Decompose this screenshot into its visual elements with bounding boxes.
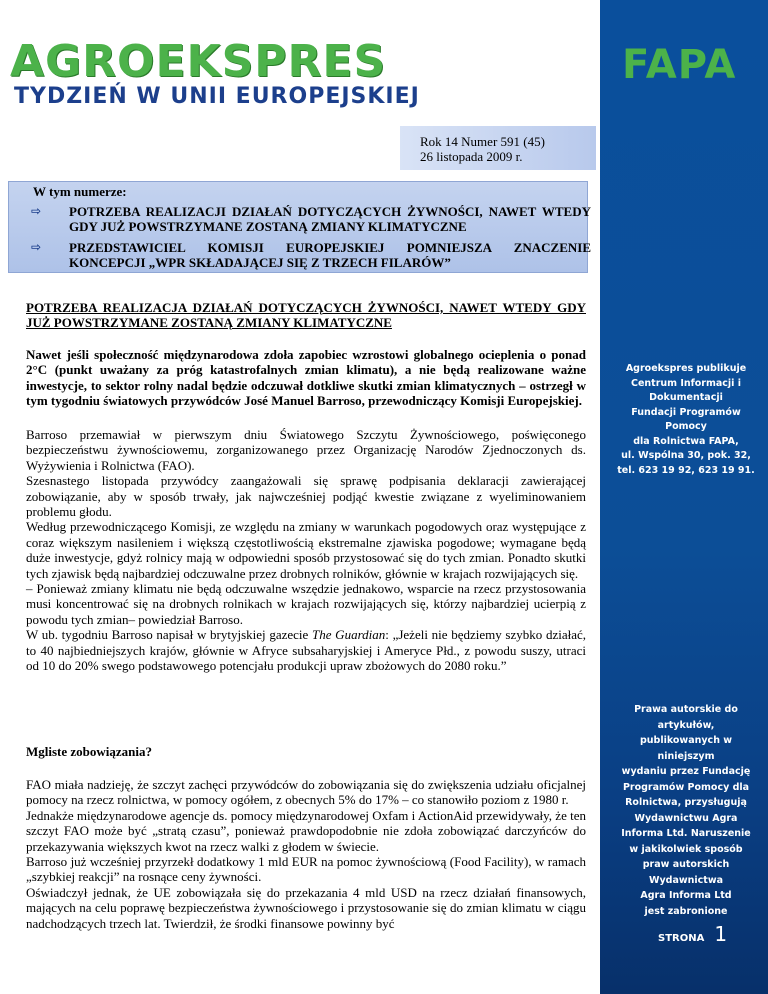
paragraph: Szesnastego listopada przywódcy zaangażowali się sprawę podpisania deklaracji zawierającej zobowiązanie, aby w sposób trwały, jak najwcześniej podjąć kwestie związane z wyeliminowaniem problemu głodu.: [26, 473, 586, 520]
info-line: tel. 623 19 92, 623 19 91.: [617, 464, 755, 476]
paragraph-text: : „Jeżeli nie będziemy szybko działać, to 40 najbiedniejszych krajów, głównie w Afryce subsaharyjskiej i Ameryce Płd., z powodu suszy, utraci od 10 do 20% swego podstawowego potencjału produkcji upraw zbożowych do 2080 roku.”: [26, 627, 586, 674]
copyright-notice: [612, 702, 760, 919]
newspaper-name: The Guardian: [311, 627, 386, 643]
copyright-line: Programów Pomocy dla: [622, 781, 750, 793]
issue-box: [400, 126, 596, 170]
article-lead: Nawet jeśli społeczność międzynarodowa zdoła zapobiec wzrostowi globalnego ocieplenia o ponad 2°C (punkt uważany za próg katastrofalnych zmian klimatu), a nie będą realizowane ważne inwestycje, to sektor rolny nadal będzie odczuwał dotkliwe skutki zmian klimatycznych – ostrzegł w tym tygodniu światowych przywódców José Manuel Barroso, przewodniczący Komisji Europejskiej.: [26, 347, 586, 409]
copyright-line: Rolnictwa, przysługują: [625, 797, 747, 808]
section-subheading: Mgliste zobowiązania?: [26, 744, 153, 759]
copyright-line: Agra Informa Ltd: [640, 890, 732, 901]
paragraph: [26, 627, 586, 673]
info-line: Fundacji Programów Pomocy: [631, 406, 741, 432]
info-line: ul. Wspólna 30, pok. 32,: [621, 450, 751, 461]
arrow-right-icon: ⇨: [31, 204, 42, 218]
copyright-line: jest zabronione: [644, 905, 728, 917]
copyright-line: publikowanych w niniejszym: [639, 735, 733, 762]
paragraph: Według przewodniczącego Komisji, ze względu na zmiany w warunkach pogodowych oraz występujące z coraz większym nasileniem i większą częstotliwością ekstremalne zjawiska pogodowe; wymagane będą duże inwestycje, gdyż rolnicy mają w odpowiedni sposób przystosować się do tych zmian. Ponadto skutki tych zjawisk będą najbardziej odczuwalne przez drobnych rolników, głównie w krajach rozwijających się.: [26, 519, 586, 581]
toc-item-label: POTRZEBA REALIZACJI DZIAŁAŃ DOTYCZĄCYCH ŻYWNOŚCI, NAWET WTEDY GDY JUŻ POWSTRZYMANE ZOSTANĄ ZMIANY KLIMATYCZNE: [69, 204, 591, 234]
agroekspres-logo: AGROEKSPRES: [10, 36, 387, 87]
copyright-line: Wydawnictwu Agra: [634, 812, 738, 824]
info-line: Agroekspres publikuje: [625, 363, 747, 374]
copyright-line: w jakikolwiek sposób: [629, 843, 743, 855]
issue-number: Rok 14 Numer 591 (45): [420, 134, 545, 149]
paragraph: Barroso już wcześniej przyrzekł dodatkowy 1 mld EUR na pomoc żywnościową (Food Facility), w ramach „szybkiej reakcji” na rosnące ceny żywności.: [26, 854, 586, 885]
copyright-line: Prawa autorskie do artykułów,: [634, 704, 738, 731]
paragraph-text: W ub. tygodniu Barroso napisał w brytyjskiej gazecie: [26, 627, 312, 643]
paragraph: Oświadczył jednak, że UE zobowiązała się do przekazania 4 mld USD na rzecz działań finansowych, mających na celu poprawę bezpieczeństwa żywnościowego i przystosowanie się do zmian klimatu w ciągu nadchodzących trzech lat. Twierdził, że środki finansowe powinny być: [26, 884, 586, 931]
page-number: 1: [714, 922, 728, 946]
logo-subtitle: TYDZIEŃ W UNII EUROPEJSKIEJ: [14, 84, 420, 109]
page-label: STRONA: [658, 933, 705, 944]
paragraph: FAO miała nadzieję, że szczyt zachęci przywódców do zobowiązania się do zwiększenia udziału oficjalnej pomocy na rzecz rolnictwa, w pomocy ogółem, z obecnych 5% do 17% – co stanowiło poziom z 1980 r.: [26, 777, 586, 808]
toc-heading: W tym numerze:: [33, 184, 127, 199]
fapa-logo: FAPA: [622, 42, 737, 88]
toc-item-label: PRZEDSTAWICIEL KOMISJI EUROPEJSKIEJ POMNIEJSZA ZNACZENIE KONCEPCJI „WPR SKŁADAJĄCEJ SIĘ Z TRZECH FILARÓW”: [69, 240, 591, 270]
copyright-line: praw autorskich Wydawnictwa: [642, 859, 730, 886]
issue-date: 26 listopada 2009 r.: [420, 149, 523, 164]
paragraph: Barroso przemawiał w pierwszym dniu Światowego Szczytu Żywnościowego, poświęconego bezpieczeństwu żywnościowemu, zorganizowanego przez Organizację Narodów Zjednoczonych ds. Wyżywienia i Rolnictwa (FAO).: [26, 427, 586, 473]
arrow-right-icon: ⇨: [31, 240, 42, 254]
article-headline: POTRZEBA REALIZACJA DZIAŁAŃ DOTYCZĄCYCH ŻYWNOŚCI, NAWET WTEDY GDY JUŻ POWSTRZYMANE ZOSTANĄ ZMIANY KLIMATYCZNE: [26, 300, 586, 330]
toc-item[interactable]: [31, 240, 591, 270]
info-line: Centrum Informacji i Dokumentacji: [630, 377, 742, 403]
table-of-contents: [8, 181, 591, 273]
copyright-line: wydaniu przez Fundację: [621, 766, 751, 777]
paragraph: Jednakże międzynarodowe agencje ds. pomocy międzynarodowej Oxfam i ActionAid przewidywały, że ten szczyt FAO może być „stratą czasu”, ponieważ prawdopodobnie nie zdoła zobowiązać darczyńców do przekazywania większych kwot na rzecz walki z głodem w świecie.: [26, 807, 586, 854]
info-line: dla Rolnictwa FAPA,: [633, 435, 739, 447]
paragraph: – Ponieważ zmiany klimatu nie będą odczuwalne wszędzie jednakowo, wsparcie na rzecz przystosowania musi koncentrować się na drobnych rolnikach w krajach rozwijających się, którzy najbardziej ucierpią z powodu tych zmian– powiedział Barroso.: [26, 581, 586, 627]
page-indicator: [658, 922, 727, 946]
toc-item[interactable]: [31, 204, 591, 234]
article-body-continued: [26, 777, 586, 931]
copyright-line: Informa Ltd. Naruszenie: [621, 828, 751, 839]
publisher-info: [616, 362, 756, 478]
article-body: [26, 427, 586, 674]
